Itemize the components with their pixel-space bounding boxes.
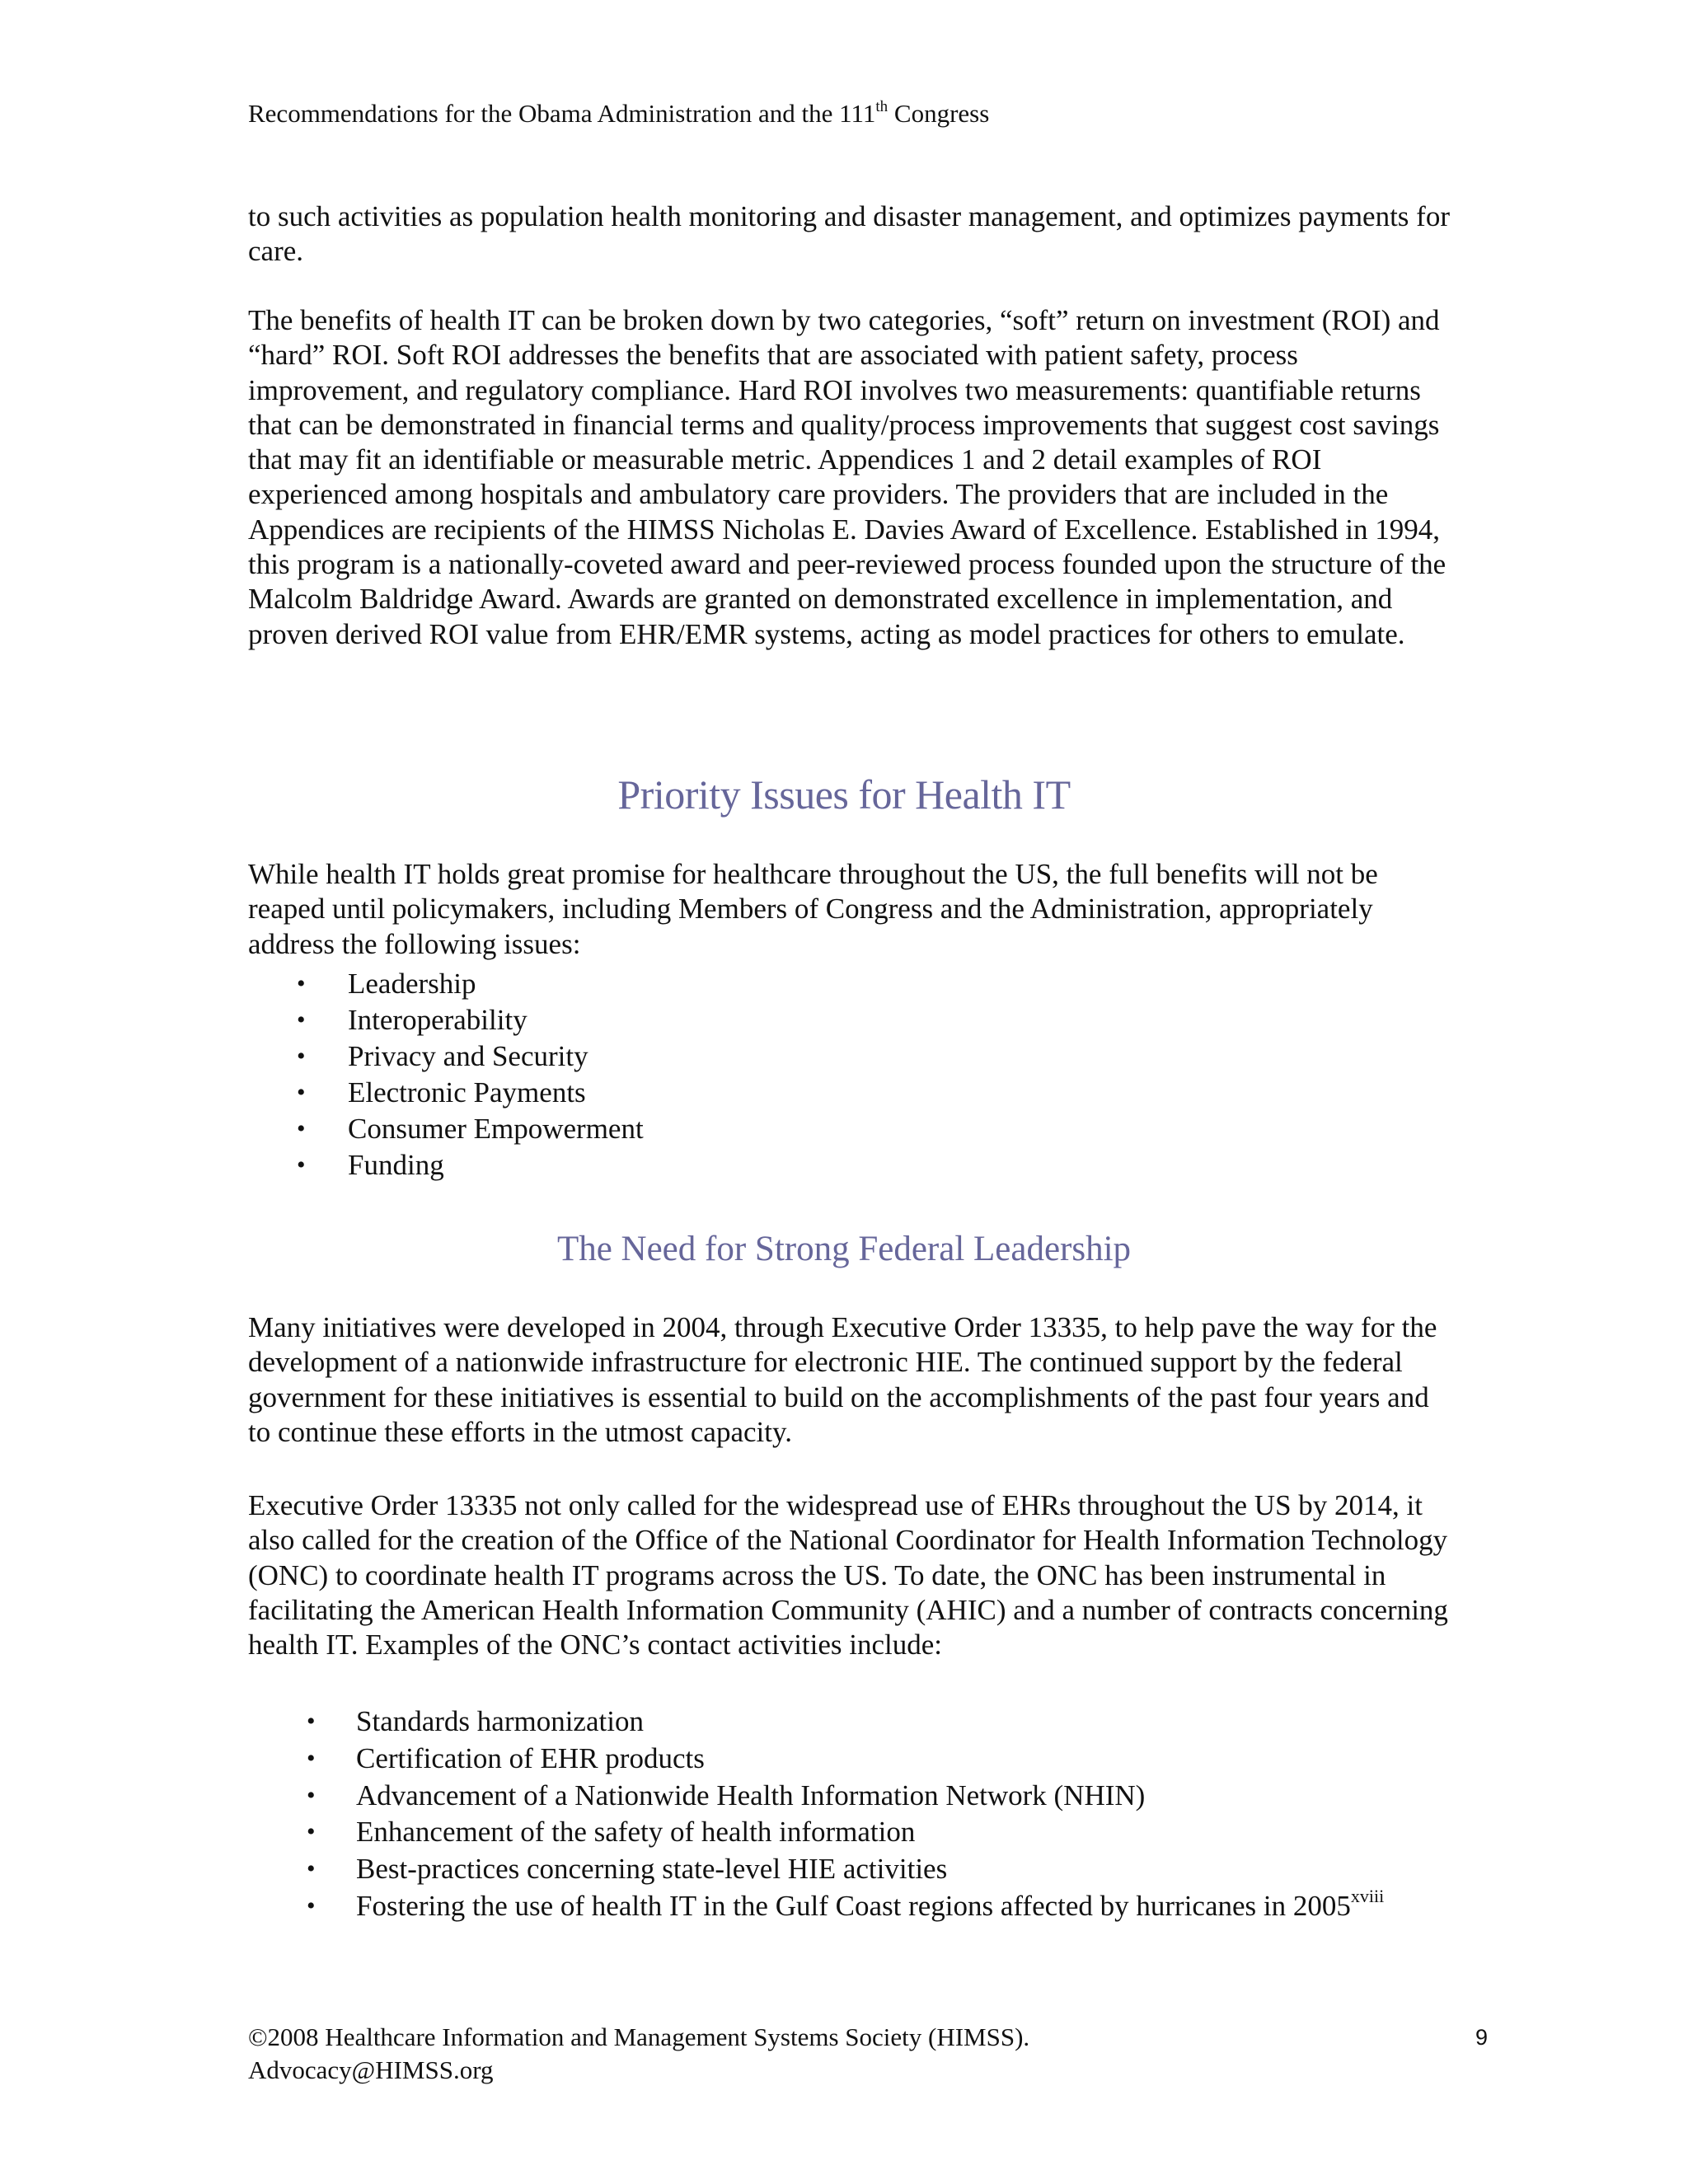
paragraph-continuation: to such activities as population health monitoring and disaster management, and optimizes payments for care.: [248, 200, 1450, 268]
list-item: [307, 1741, 1395, 1778]
list-item: [307, 1778, 1395, 1815]
list-item: [307, 1704, 1395, 1741]
bullet-icon: •: [297, 1115, 306, 1142]
paragraph-executive-order: Many initiatives were developed in 2004, through Executive Order 13335, to help pave the way for the development of a nationwide infrastructure for electronic HIE. The continued support by the federal government for these initiatives is essential to build on the accomplishments of the past four years and to continue these efforts in the utmost capacity.: [248, 1311, 1437, 1448]
list-item: [297, 1075, 644, 1111]
list-item: [297, 1002, 644, 1038]
list-item-text: Advancement of a Nationwide Health Information Network (NHIN): [356, 1779, 1146, 1811]
section-heading-federal-leadership: The Need for Strong Federal Leadership: [556, 1230, 1132, 1268]
list-item-text: Enhancement of the safety of health information: [356, 1816, 916, 1849]
list-item-text: Funding: [348, 1149, 444, 1181]
bullet-icon: •: [297, 1043, 306, 1070]
paragraph-onc: Executive Order 13335 not only called for the widespread use of EHRs throughout the US by 2014, it also called for the creation of the Office of the National Coordinator for Health Information Technology (ONC) to coordinate health IT programs across the US. To date, the ONC has been instrumental in facilitating the American Health Information Community (AHIC) and a number of contracts concerning health IT. Examples of the ONC’s contact activities include:: [248, 1489, 1448, 1661]
section-heading-priority-issues: Priority Issues for Health IT: [617, 771, 1071, 818]
list-item: [307, 1885, 1395, 1925]
bullet-icon: •: [307, 1708, 316, 1735]
list-item-text: Electronic Payments: [348, 1076, 586, 1108]
paragraph-roi: The benefits of health IT can be broken down by two categories, “soft” return on investment (ROI) and “hard” ROI. Soft ROI addresses the benefits that are associated with patient safety, process improvement, and regulatory compliance. Hard ROI involves two measurements: quantifiable returns that can be demonstrated in financial terms and quality/process improvements that suggest cost savings that may fit an identifiable or measurable metric. Appendices 1 and 2 detail examples of ROI experienced among hospitals and ambulatory care providers. The providers that are included in the Appendices are recipients of the HIMSS Nicholas E. Davies Award of Excellence. Established in 1994, this program is a nationally-coveted award and peer-reviewed process founded upon the structure of the Malcolm Baldridge Award. Awards are granted on demonstrated excellence in implementation, and proven derived ROI value from EHR/EMR systems, acting as model practices for others to emulate.: [248, 304, 1447, 650]
bullet-icon: •: [297, 1006, 306, 1033]
header-superscript: th: [875, 98, 889, 115]
bullet-icon: •: [307, 1818, 316, 1846]
list-item: [307, 1814, 1395, 1851]
header-text-end: Congress: [888, 99, 990, 128]
list-item-text: Leadership: [348, 968, 476, 1000]
paragraph-priority-intro: While health IT holds great promise for healthcare throughout the US, the full benefits will not be reaped until policymakers, including Members of Congress and the Administration, appropriately address the following issues:: [248, 858, 1378, 960]
list-item: [307, 1851, 1395, 1888]
bullet-icon: •: [297, 1079, 306, 1106]
list-item-text: Privacy and Security: [348, 1040, 588, 1072]
bullet-icon: •: [307, 1781, 316, 1809]
bullet-icon: •: [297, 1151, 306, 1179]
onc-activities-list: [307, 1704, 1395, 1925]
list-item: [297, 1111, 644, 1147]
page-number: 9: [1475, 2025, 1489, 2050]
list-item: [297, 966, 644, 1002]
list-item-text: Fostering the use of health IT in the Gulf Coast regions affected by hurricanes in 2005: [356, 1889, 1351, 1922]
list-item-text: Standards harmonization: [356, 1705, 644, 1737]
priority-issues-list: [297, 966, 644, 1183]
page-footer: [248, 2021, 1029, 2087]
footer-copyright: ©2008 Healthcare Information and Management Systems Society (HIMSS).: [248, 2022, 1030, 2051]
footer-contact: Advocacy@HIMSS.org: [248, 2055, 494, 2084]
header-text: Recommendations for the Obama Administration and the 111: [248, 99, 876, 128]
bullet-icon: •: [307, 1744, 316, 1772]
list-item-text: Interoperability: [348, 1004, 528, 1036]
running-header: [248, 97, 989, 130]
list-item: [297, 1038, 644, 1075]
bullet-icon: •: [307, 1891, 316, 1919]
bullet-icon: •: [307, 1855, 316, 1883]
endnote-reference: xviii: [1350, 1885, 1385, 1906]
list-item-text: Consumer Empowerment: [348, 1113, 644, 1145]
bullet-icon: •: [297, 970, 306, 997]
list-item: [297, 1147, 644, 1183]
list-item-text: Best-practices concerning state-level HIE activities: [356, 1853, 948, 1886]
list-item-text: Certification of EHR products: [356, 1741, 705, 1774]
